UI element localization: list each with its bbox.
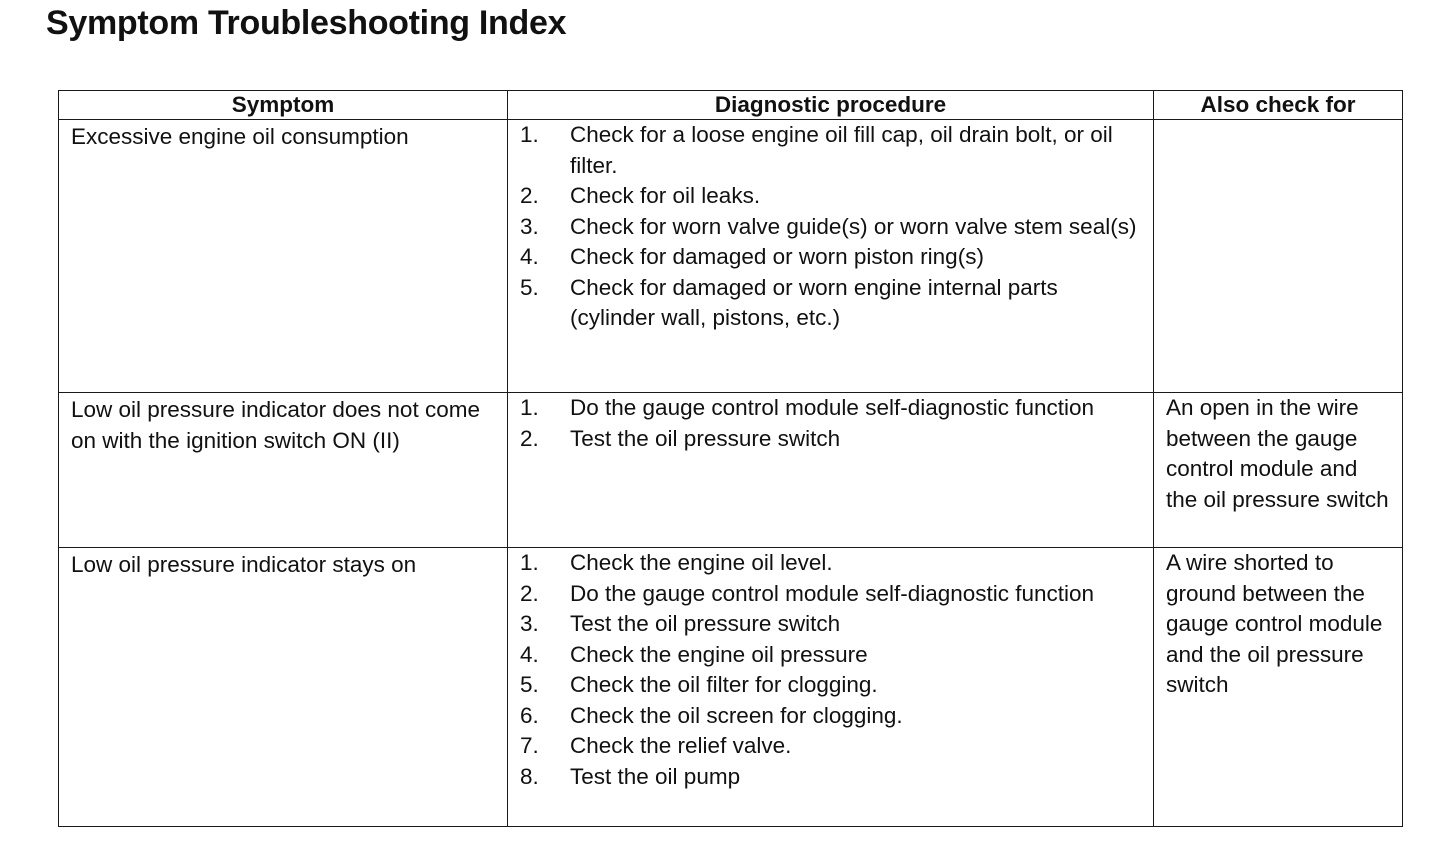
step-number: 4. bbox=[520, 244, 539, 269]
procedure-step bbox=[520, 212, 1143, 243]
step-text: Check for damaged or worn piston ring(s) bbox=[570, 244, 984, 269]
symptom-cell: Low oil pressure indicator stays on bbox=[59, 548, 508, 827]
step-text: Do the gauge control module self-diagnostic function bbox=[570, 395, 1095, 420]
step-number: 2. bbox=[520, 425, 539, 451]
step-text: Do the gauge control module self-diagnostic function bbox=[570, 580, 1095, 606]
procedure-steps bbox=[520, 548, 1143, 792]
header-symptom: Symptom bbox=[59, 91, 508, 120]
step-text: Check the oil screen for clogging. bbox=[570, 702, 903, 728]
step-number: 4. bbox=[520, 641, 539, 667]
step-text: Test the oil pump bbox=[570, 763, 741, 789]
procedure-step bbox=[520, 731, 1143, 762]
step-number: 1. bbox=[520, 122, 539, 147]
procedure-step bbox=[520, 548, 1143, 579]
procedure-steps bbox=[520, 120, 1143, 334]
step-text: Check for worn valve guide(s) or worn valve stem seal(s) bbox=[570, 213, 1137, 239]
procedure-step bbox=[520, 393, 1143, 424]
procedure-step bbox=[520, 181, 1143, 212]
procedure-step bbox=[520, 609, 1143, 640]
procedure-step bbox=[520, 670, 1143, 701]
step-text: Test the oil pressure switch bbox=[570, 611, 841, 636]
step-number: 1. bbox=[520, 550, 539, 575]
header-diagnostic-procedure: Diagnostic procedure bbox=[508, 91, 1154, 120]
step-text: Check for damaged or worn engine internal parts (cylinder wall, pistons, etc.) bbox=[570, 274, 1058, 330]
procedure-step bbox=[520, 579, 1143, 610]
table-row bbox=[59, 393, 1403, 548]
also-check-cell bbox=[1154, 120, 1403, 393]
procedure-step bbox=[520, 701, 1143, 732]
step-text: Check for a loose engine oil fill cap, oil drain bolt, or oil filter. bbox=[570, 122, 1113, 178]
symptom-cell: Excessive engine oil consumption bbox=[59, 120, 508, 393]
also-check-cell: An open in the wire between the gauge control module and the oil pressure switch bbox=[1154, 393, 1403, 548]
procedure-cell bbox=[508, 120, 1154, 393]
step-number: 6. bbox=[520, 702, 539, 728]
step-text: Check the engine oil pressure bbox=[570, 641, 868, 667]
step-number: 5. bbox=[520, 274, 539, 300]
symptom-index-table bbox=[58, 90, 1403, 827]
table-row bbox=[59, 120, 1403, 393]
procedure-step bbox=[520, 424, 1143, 455]
step-number: 7. bbox=[520, 733, 539, 758]
step-text: Check for oil leaks. bbox=[570, 183, 761, 208]
procedure-step bbox=[520, 120, 1143, 181]
step-number: 8. bbox=[520, 763, 539, 789]
procedure-step bbox=[520, 762, 1143, 793]
procedure-step bbox=[520, 273, 1143, 334]
table-row bbox=[59, 548, 1403, 827]
step-text: Check the relief valve. bbox=[570, 733, 792, 758]
procedure-step bbox=[520, 640, 1143, 671]
step-number: 2. bbox=[520, 580, 539, 606]
symptom-cell: Low oil pressure indicator does not come on with the ignition switch ON (II) bbox=[59, 393, 508, 548]
procedure-cell bbox=[508, 548, 1154, 827]
step-number: 3. bbox=[520, 611, 539, 636]
step-number: 5. bbox=[520, 672, 539, 697]
header-also-check-for: Also check for bbox=[1154, 91, 1403, 120]
also-check-cell: A wire shorted to ground between the gauge control module and the oil pressure switch bbox=[1154, 548, 1403, 827]
table-header-row bbox=[59, 91, 1403, 120]
procedure-steps bbox=[520, 393, 1143, 454]
procedure-step bbox=[520, 242, 1143, 273]
step-number: 3. bbox=[520, 213, 539, 239]
step-number: 1. bbox=[520, 395, 539, 420]
step-text: Check the oil filter for clogging. bbox=[570, 672, 878, 697]
step-text: Test the oil pressure switch bbox=[570, 425, 841, 451]
step-text: Check the engine oil level. bbox=[570, 550, 833, 575]
step-number: 2. bbox=[520, 183, 539, 208]
procedure-cell bbox=[508, 393, 1154, 548]
page-title: Symptom Troubleshooting Index bbox=[46, 4, 567, 42]
